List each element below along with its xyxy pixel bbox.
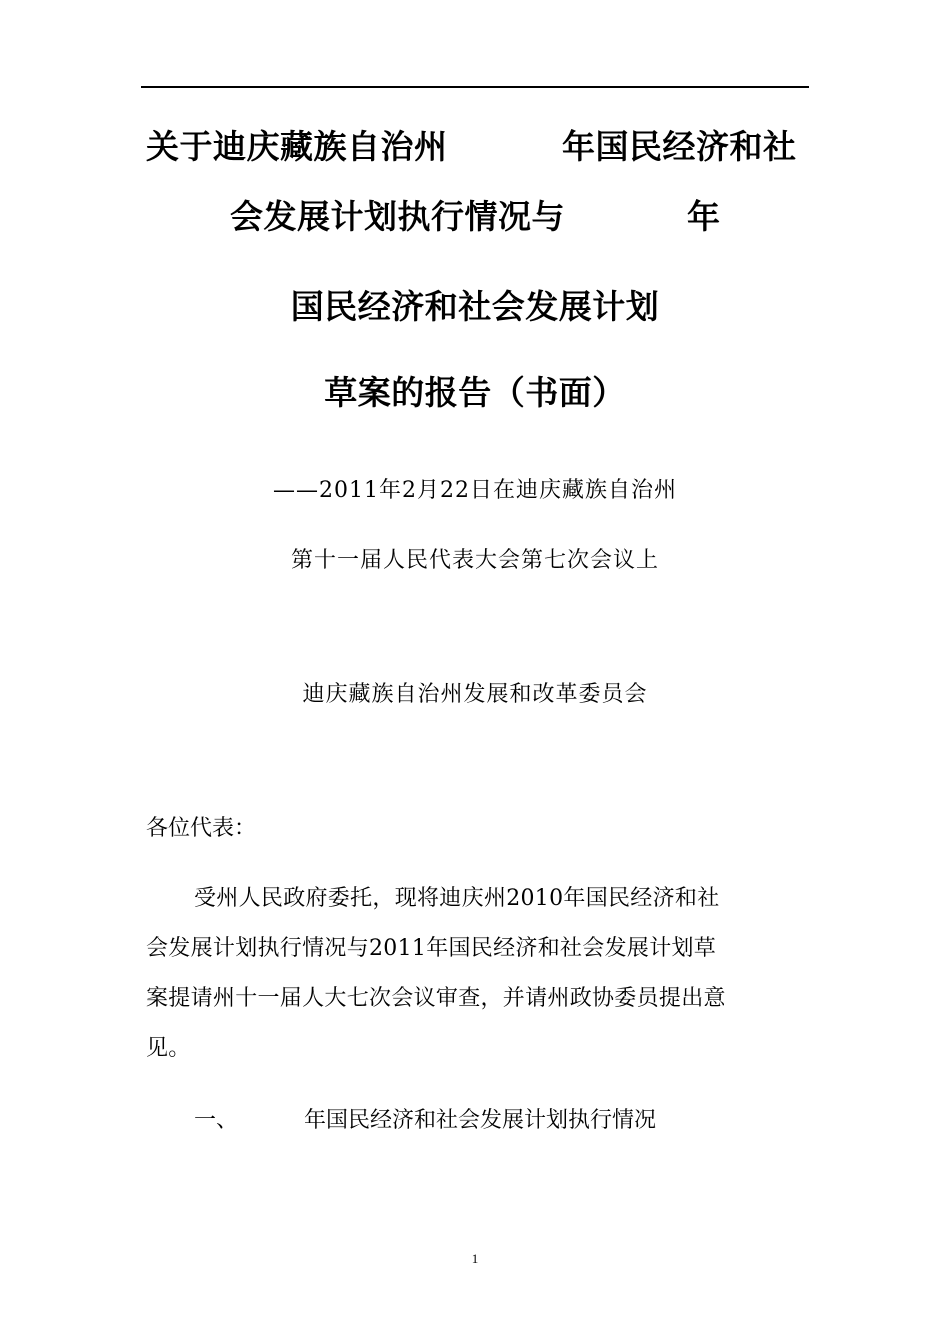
section-title: 年国民经济和社会发展计划执行情况 xyxy=(304,1108,657,1133)
title-line-1-left: 关于迪庆藏族自治州 xyxy=(146,127,448,166)
subtitle-line-1: ——2011年2月22日在迪庆藏族自治州 xyxy=(273,478,677,503)
title-line-3: 国民经济和社会发展计划 xyxy=(290,287,660,326)
issuer: 迪庆藏族自治州发展和改革委员会 xyxy=(302,682,648,707)
title-line-2-left: 会发展计划执行情况与 xyxy=(230,197,565,236)
paragraph-line-2: 会发展计划执行情况与2011年国民经济和社会发展计划草 xyxy=(146,936,717,961)
title-line-1-right: 年国民经济和社 xyxy=(562,127,797,166)
section-number: 一、 xyxy=(194,1108,239,1133)
page-number: 1 xyxy=(471,1251,479,1266)
header-rule xyxy=(141,86,809,88)
title-line-2-right: 年 xyxy=(687,197,721,236)
paragraph-line-4: 见。 xyxy=(146,1036,191,1061)
paragraph-line-3: 案提请州十一届人大七次会议审查，并请州政协委员提出意 xyxy=(146,986,726,1011)
salutation: 各位代表： xyxy=(146,816,257,841)
paragraph-line-1: 受州人民政府委托，现将迪庆州2010年国民经济和社 xyxy=(194,886,720,911)
title-line-4: 草案的报告（书面） xyxy=(324,373,626,412)
subtitle-line-2: 第十一届人民代表大会第七次会议上 xyxy=(290,548,659,573)
